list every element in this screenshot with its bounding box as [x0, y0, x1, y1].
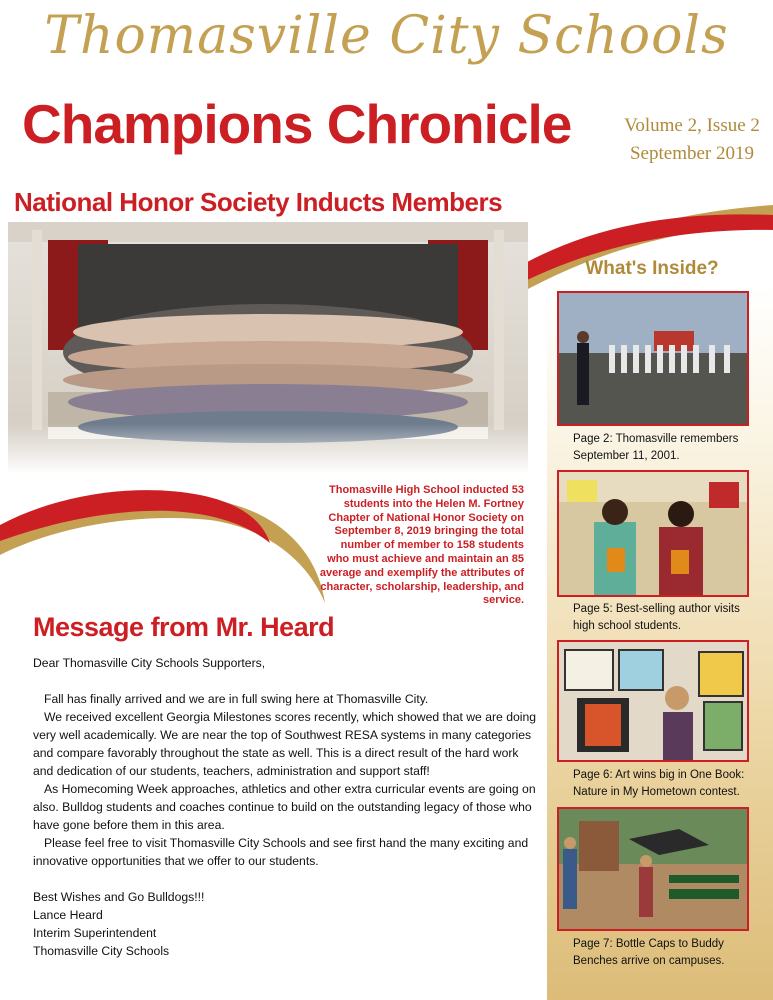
nhs-group-photo	[8, 222, 528, 474]
superintendent-letter	[33, 654, 538, 960]
inside-caption-page6: Page 6: Art wins big in One Book: Nature in My Hometown contest.	[573, 769, 745, 798]
letter-paragraph: We received excellent Georgia Milestones scores recently, which showed that we are doing very well academically. We are near the top of Southwest RESA systems in many categories and compare favorably throughout the state as well. This is a direct result of the hard work and dedication of our students, teachers, administration and support staff!	[33, 710, 537, 778]
issue-info	[622, 112, 762, 168]
sept11-memorial-photo	[557, 291, 749, 426]
inside-caption-page7: Page 7: Bottle Caps to Buddy Benches arrive on campuses.	[573, 938, 725, 967]
feature-headline: National Honor Society Inducts Members	[14, 187, 503, 217]
art-contest-photo	[557, 640, 749, 762]
issue-date: September 2019	[629, 143, 754, 164]
decorative-swoosh-left	[0, 475, 330, 615]
district-name: Thomasville City Schools	[44, 6, 729, 66]
volume-issue: Volume 2, Issue 2	[624, 115, 760, 136]
letter-paragraph: Fall has finally arrived and we are in full swing here at Thomasville City.	[44, 692, 429, 706]
signature-name: Lance Heard	[33, 908, 103, 922]
author-visit-photo	[557, 470, 749, 597]
feature-caption: Thomasville High School inducted 53 students into the Helen M. Fortney Chapter of National Honor Society on September 8, 2019 bringing the total number of member to 158 students who must achieve and maintain an 85 average and exemplify the attributes of character, scholarship, leadership, and service.	[319, 484, 524, 607]
signature-title: Interim Superintendent	[33, 926, 157, 940]
letter-paragraph: Please feel free to visit Thomasville City Schools and see first hand the many exciting and innovative opportunities that we offer to our students.	[33, 836, 529, 868]
newsletter-title: Champions Chronicle	[22, 93, 572, 155]
buddy-benches-photo	[557, 807, 749, 931]
signature-org: Thomasville City Schools	[33, 944, 170, 958]
inside-caption-page2: Page 2: Thomasville remembers September 11, 2001.	[573, 433, 739, 462]
whats-inside-heading: What's Inside?	[585, 258, 719, 279]
inside-caption-page5: Page 5: Best-selling author visits high school students.	[573, 603, 740, 632]
letter-salutation: Dear Thomasville City Schools Supporters,	[33, 656, 266, 670]
letter-closing: Best Wishes and Go Bulldogs!!!	[33, 890, 205, 904]
letter-paragraph: As Homecoming Week approaches, athletics and other extra curricular events are going on also. Bulldog students and coaches continue to build on the outstanding legacy of those who have gone before them in this area.	[33, 782, 536, 832]
message-heading: Message from Mr. Heard	[33, 612, 335, 642]
